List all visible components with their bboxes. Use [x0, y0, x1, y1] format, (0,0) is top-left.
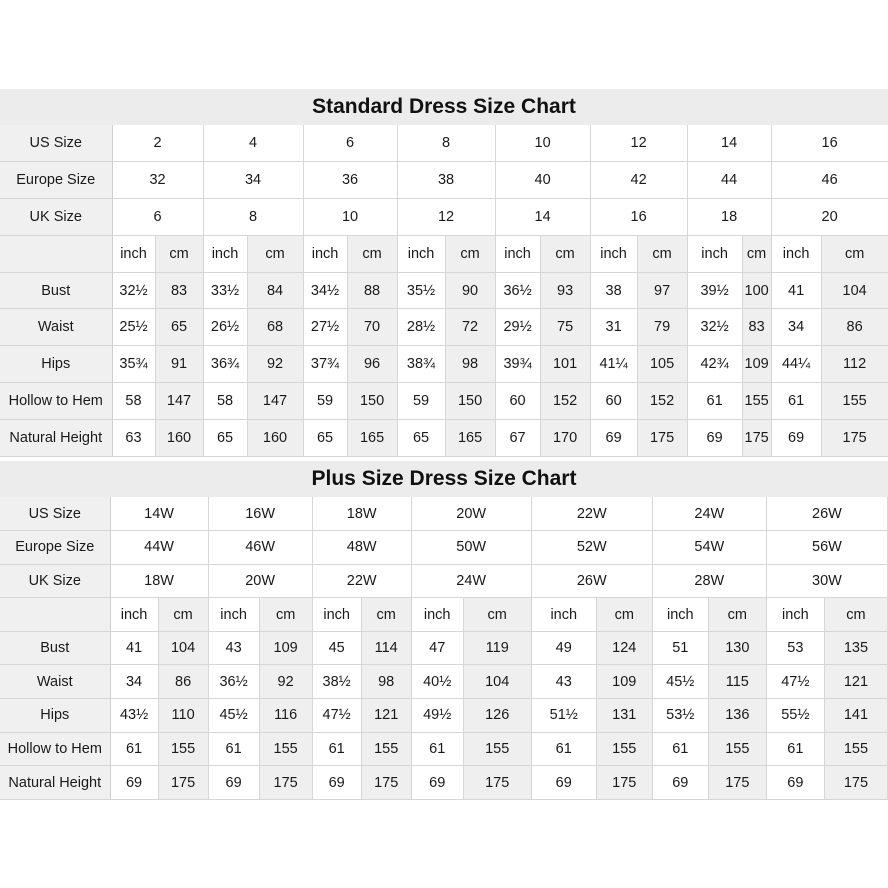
- inch-cell: 69: [312, 766, 361, 800]
- inch-cell: 69: [411, 766, 463, 800]
- cm-cell: 121: [824, 665, 887, 699]
- plus-chart-title: Plus Size Dress Size Chart: [0, 461, 888, 497]
- cm-cell: 119: [463, 631, 531, 665]
- inch-cell: 51: [652, 631, 708, 665]
- inch-cell: 35½: [397, 272, 445, 309]
- inch-cell: inch: [652, 598, 708, 632]
- cm-cell: 116: [259, 699, 312, 733]
- size-cell: 26W: [766, 497, 887, 531]
- inch-cell: 34½: [303, 272, 347, 309]
- size-cell: 8: [397, 125, 495, 162]
- cm-cell: 175: [821, 419, 888, 456]
- inch-cell: 25½: [112, 309, 155, 346]
- inch-cell: 69: [771, 419, 821, 456]
- inch-cell: 39¾: [495, 346, 540, 383]
- table-row: [0, 766, 888, 800]
- row-label: US Size: [0, 497, 110, 531]
- row-label: Europe Size: [0, 162, 112, 199]
- inch-cell: 69: [766, 766, 824, 800]
- inch-cell: inch: [411, 598, 463, 632]
- size-cell: 44W: [110, 531, 208, 565]
- size-cell: 22W: [312, 564, 411, 598]
- cm-cell: 68: [247, 309, 303, 346]
- inch-cell: 67: [495, 419, 540, 456]
- inch-cell: 33½: [203, 272, 247, 309]
- cm-cell: 175: [361, 766, 411, 800]
- table-row: [0, 598, 888, 632]
- row-label: Bust: [0, 272, 112, 309]
- cm-cell: 152: [637, 383, 687, 420]
- cm-cell: 175: [259, 766, 312, 800]
- size-cell: 18W: [110, 564, 208, 598]
- inch-cell: 40½: [411, 665, 463, 699]
- inch-cell: 36½: [495, 272, 540, 309]
- table-row: [0, 564, 888, 598]
- size-cell: 20W: [411, 497, 531, 531]
- cm-cell: 110: [158, 699, 208, 733]
- cm-cell: 165: [347, 419, 397, 456]
- inch-cell: 65: [303, 419, 347, 456]
- inch-cell: 49: [531, 631, 596, 665]
- inch-cell: 69: [652, 766, 708, 800]
- inch-cell: 32½: [687, 309, 742, 346]
- table-row: [0, 497, 888, 531]
- row-label: Hips: [0, 346, 112, 383]
- cm-cell: 70: [347, 309, 397, 346]
- size-cell: 52W: [531, 531, 652, 565]
- inch-cell: 58: [112, 383, 155, 420]
- standard-table-body: [0, 125, 888, 456]
- cm-cell: 121: [361, 699, 411, 733]
- cm-cell: cm: [708, 598, 766, 632]
- table-row: [0, 309, 888, 346]
- cm-cell: 150: [347, 383, 397, 420]
- inch-cell: 43½: [110, 699, 158, 733]
- cm-cell: 126: [463, 699, 531, 733]
- inch-cell: 55½: [766, 699, 824, 733]
- cm-cell: 96: [347, 346, 397, 383]
- table-row: [0, 631, 888, 665]
- size-cell: 42: [590, 162, 687, 199]
- cm-cell: 109: [259, 631, 312, 665]
- size-cell: 8: [203, 199, 303, 236]
- cm-cell: 130: [708, 631, 766, 665]
- inch-cell: 36½: [208, 665, 259, 699]
- cm-cell: cm: [247, 235, 303, 272]
- table-row: [0, 699, 888, 733]
- cm-cell: cm: [259, 598, 312, 632]
- inch-cell: 28½: [397, 309, 445, 346]
- row-label: [0, 598, 110, 632]
- cm-cell: 155: [158, 732, 208, 766]
- row-label: US Size: [0, 125, 112, 162]
- cm-cell: 175: [742, 419, 771, 456]
- cm-cell: 155: [821, 383, 888, 420]
- size-cell: 20: [771, 199, 888, 236]
- size-cell: 24W: [652, 497, 766, 531]
- inch-cell: 38¾: [397, 346, 445, 383]
- inch-cell: inch: [771, 235, 821, 272]
- cm-cell: 170: [540, 419, 590, 456]
- inch-cell: 69: [110, 766, 158, 800]
- cm-cell: cm: [821, 235, 888, 272]
- size-cell: 16: [590, 199, 687, 236]
- cm-cell: 101: [540, 346, 590, 383]
- size-cell: 4: [203, 125, 303, 162]
- size-cell: 34: [203, 162, 303, 199]
- inch-cell: 47: [411, 631, 463, 665]
- inch-cell: inch: [590, 235, 637, 272]
- inch-cell: 69: [687, 419, 742, 456]
- inch-cell: 41¼: [590, 346, 637, 383]
- inch-cell: 69: [531, 766, 596, 800]
- inch-cell: 37¾: [303, 346, 347, 383]
- size-cell: 44: [687, 162, 771, 199]
- inch-cell: 32½: [112, 272, 155, 309]
- size-cell: 28W: [652, 564, 766, 598]
- row-label: Europe Size: [0, 531, 110, 565]
- row-label: UK Size: [0, 564, 110, 598]
- cm-cell: 175: [463, 766, 531, 800]
- size-cell: 38: [397, 162, 495, 199]
- cm-cell: 175: [708, 766, 766, 800]
- table-row: [0, 199, 888, 236]
- inch-cell: inch: [495, 235, 540, 272]
- size-cell: 22W: [531, 497, 652, 531]
- cm-cell: 88: [347, 272, 397, 309]
- cm-cell: 147: [247, 383, 303, 420]
- row-label: Waist: [0, 309, 112, 346]
- size-cell: 16: [771, 125, 888, 162]
- inch-cell: 43: [208, 631, 259, 665]
- inch-cell: inch: [397, 235, 445, 272]
- cm-cell: 175: [596, 766, 652, 800]
- cm-cell: 79: [637, 309, 687, 346]
- inch-cell: 39½: [687, 272, 742, 309]
- table-row: [0, 419, 888, 456]
- inch-cell: 38½: [312, 665, 361, 699]
- cm-cell: 104: [158, 631, 208, 665]
- table-row: [0, 346, 888, 383]
- size-cell: 54W: [652, 531, 766, 565]
- cm-cell: 150: [445, 383, 495, 420]
- cm-cell: 112: [821, 346, 888, 383]
- size-cell: 24W: [411, 564, 531, 598]
- table-row: [0, 272, 888, 309]
- size-cell: 48W: [312, 531, 411, 565]
- cm-cell: 155: [596, 732, 652, 766]
- cm-cell: 135: [824, 631, 887, 665]
- inch-cell: 60: [495, 383, 540, 420]
- inch-cell: 45: [312, 631, 361, 665]
- size-cell: 46W: [208, 531, 312, 565]
- cm-cell: 136: [708, 699, 766, 733]
- size-cell: 46: [771, 162, 888, 199]
- inch-cell: 53: [766, 631, 824, 665]
- cm-cell: 160: [247, 419, 303, 456]
- row-label: Natural Height: [0, 766, 110, 800]
- size-cell: 30W: [766, 564, 887, 598]
- cm-cell: cm: [637, 235, 687, 272]
- inch-cell: 61: [312, 732, 361, 766]
- cm-cell: 92: [259, 665, 312, 699]
- inch-cell: 69: [590, 419, 637, 456]
- cm-cell: 165: [445, 419, 495, 456]
- cm-cell: cm: [463, 598, 531, 632]
- standard-chart-title: Standard Dress Size Chart: [0, 89, 888, 125]
- inch-cell: inch: [312, 598, 361, 632]
- cm-cell: 83: [155, 272, 203, 309]
- cm-cell: 86: [158, 665, 208, 699]
- size-cell: 20W: [208, 564, 312, 598]
- inch-cell: 61: [208, 732, 259, 766]
- size-cell: 12: [590, 125, 687, 162]
- size-cell: 32: [112, 162, 203, 199]
- table-row: [0, 383, 888, 420]
- inch-cell: 53½: [652, 699, 708, 733]
- plus-size-chart: [0, 461, 888, 800]
- inch-cell: 41: [110, 631, 158, 665]
- size-cell: 50W: [411, 531, 531, 565]
- cm-cell: 152: [540, 383, 590, 420]
- inch-cell: 65: [397, 419, 445, 456]
- inch-cell: 38: [590, 272, 637, 309]
- cm-cell: 155: [259, 732, 312, 766]
- cm-cell: 175: [637, 419, 687, 456]
- cm-cell: 105: [637, 346, 687, 383]
- cm-cell: 65: [155, 309, 203, 346]
- cm-cell: 115: [708, 665, 766, 699]
- cm-cell: 98: [361, 665, 411, 699]
- standard-size-table: [0, 125, 888, 457]
- table-row: [0, 531, 888, 565]
- cm-cell: 175: [158, 766, 208, 800]
- inch-cell: 61: [110, 732, 158, 766]
- size-cell: 26W: [531, 564, 652, 598]
- cm-cell: cm: [158, 598, 208, 632]
- cm-cell: 92: [247, 346, 303, 383]
- size-cell: 10: [495, 125, 590, 162]
- plus-table-body: [0, 497, 888, 799]
- table-row: [0, 162, 888, 199]
- inch-cell: 45½: [652, 665, 708, 699]
- table-row: [0, 665, 888, 699]
- inch-cell: 47½: [312, 699, 361, 733]
- inch-cell: 45½: [208, 699, 259, 733]
- inch-cell: 42¾: [687, 346, 742, 383]
- plus-size-table: [0, 497, 888, 800]
- inch-cell: 59: [397, 383, 445, 420]
- cm-cell: 114: [361, 631, 411, 665]
- inch-cell: 41: [771, 272, 821, 309]
- cm-cell: 109: [742, 346, 771, 383]
- inch-cell: 43: [531, 665, 596, 699]
- inch-cell: 61: [411, 732, 463, 766]
- cm-cell: 86: [821, 309, 888, 346]
- standard-size-chart: [0, 89, 888, 457]
- cm-cell: 160: [155, 419, 203, 456]
- cm-cell: 97: [637, 272, 687, 309]
- inch-cell: 61: [531, 732, 596, 766]
- size-cell: 40: [495, 162, 590, 199]
- cm-cell: cm: [155, 235, 203, 272]
- cm-cell: 83: [742, 309, 771, 346]
- row-label: Natural Height: [0, 419, 112, 456]
- cm-cell: 141: [824, 699, 887, 733]
- cm-cell: 93: [540, 272, 590, 309]
- inch-cell: 61: [771, 383, 821, 420]
- inch-cell: 35¾: [112, 346, 155, 383]
- inch-cell: 59: [303, 383, 347, 420]
- row-label: Hips: [0, 699, 110, 733]
- size-cell: 2: [112, 125, 203, 162]
- size-cell: 18W: [312, 497, 411, 531]
- cm-cell: 155: [463, 732, 531, 766]
- cm-cell: cm: [361, 598, 411, 632]
- inch-cell: 69: [208, 766, 259, 800]
- row-label: Hollow to Hem: [0, 383, 112, 420]
- inch-cell: inch: [208, 598, 259, 632]
- cm-cell: cm: [540, 235, 590, 272]
- row-label: Hollow to Hem: [0, 732, 110, 766]
- inch-cell: 63: [112, 419, 155, 456]
- size-cell: 36: [303, 162, 397, 199]
- inch-cell: 58: [203, 383, 247, 420]
- cm-cell: 104: [463, 665, 531, 699]
- cm-cell: 109: [596, 665, 652, 699]
- cm-cell: 155: [824, 732, 887, 766]
- size-cell: 16W: [208, 497, 312, 531]
- inch-cell: 34: [771, 309, 821, 346]
- inch-cell: 44¼: [771, 346, 821, 383]
- cm-cell: 155: [708, 732, 766, 766]
- inch-cell: 31: [590, 309, 637, 346]
- cm-cell: 175: [824, 766, 887, 800]
- inch-cell: inch: [766, 598, 824, 632]
- cm-cell: 100: [742, 272, 771, 309]
- cm-cell: 147: [155, 383, 203, 420]
- table-row: [0, 125, 888, 162]
- cm-cell: 72: [445, 309, 495, 346]
- cm-cell: cm: [596, 598, 652, 632]
- inch-cell: 51½: [531, 699, 596, 733]
- size-cell: 18: [687, 199, 771, 236]
- row-label: [0, 235, 112, 272]
- size-cell: 14: [687, 125, 771, 162]
- size-cell: 14W: [110, 497, 208, 531]
- inch-cell: 61: [687, 383, 742, 420]
- inch-cell: inch: [203, 235, 247, 272]
- cm-cell: 75: [540, 309, 590, 346]
- inch-cell: inch: [687, 235, 742, 272]
- inch-cell: 61: [766, 732, 824, 766]
- row-label: Bust: [0, 631, 110, 665]
- cm-cell: 155: [742, 383, 771, 420]
- size-cell: 12: [397, 199, 495, 236]
- inch-cell: inch: [303, 235, 347, 272]
- cm-cell: 90: [445, 272, 495, 309]
- inch-cell: 49½: [411, 699, 463, 733]
- cm-cell: 98: [445, 346, 495, 383]
- cm-cell: cm: [347, 235, 397, 272]
- cm-cell: cm: [445, 235, 495, 272]
- inch-cell: inch: [112, 235, 155, 272]
- cm-cell: 91: [155, 346, 203, 383]
- inch-cell: 65: [203, 419, 247, 456]
- inch-cell: 60: [590, 383, 637, 420]
- size-cell: 6: [112, 199, 203, 236]
- cm-cell: 131: [596, 699, 652, 733]
- inch-cell: inch: [531, 598, 596, 632]
- cm-cell: 104: [821, 272, 888, 309]
- table-row: [0, 732, 888, 766]
- table-row: [0, 235, 888, 272]
- inch-cell: 61: [652, 732, 708, 766]
- inch-cell: inch: [110, 598, 158, 632]
- cm-cell: 155: [361, 732, 411, 766]
- inch-cell: 27½: [303, 309, 347, 346]
- inch-cell: 36¾: [203, 346, 247, 383]
- size-cell: 6: [303, 125, 397, 162]
- size-cell: 10: [303, 199, 397, 236]
- cm-cell: cm: [824, 598, 887, 632]
- inch-cell: 26½: [203, 309, 247, 346]
- size-cell: 56W: [766, 531, 887, 565]
- inch-cell: 47½: [766, 665, 824, 699]
- cm-cell: 124: [596, 631, 652, 665]
- inch-cell: 29½: [495, 309, 540, 346]
- row-label: UK Size: [0, 199, 112, 236]
- cm-cell: 84: [247, 272, 303, 309]
- size-cell: 14: [495, 199, 590, 236]
- inch-cell: 34: [110, 665, 158, 699]
- row-label: Waist: [0, 665, 110, 699]
- cm-cell: cm: [742, 235, 771, 272]
